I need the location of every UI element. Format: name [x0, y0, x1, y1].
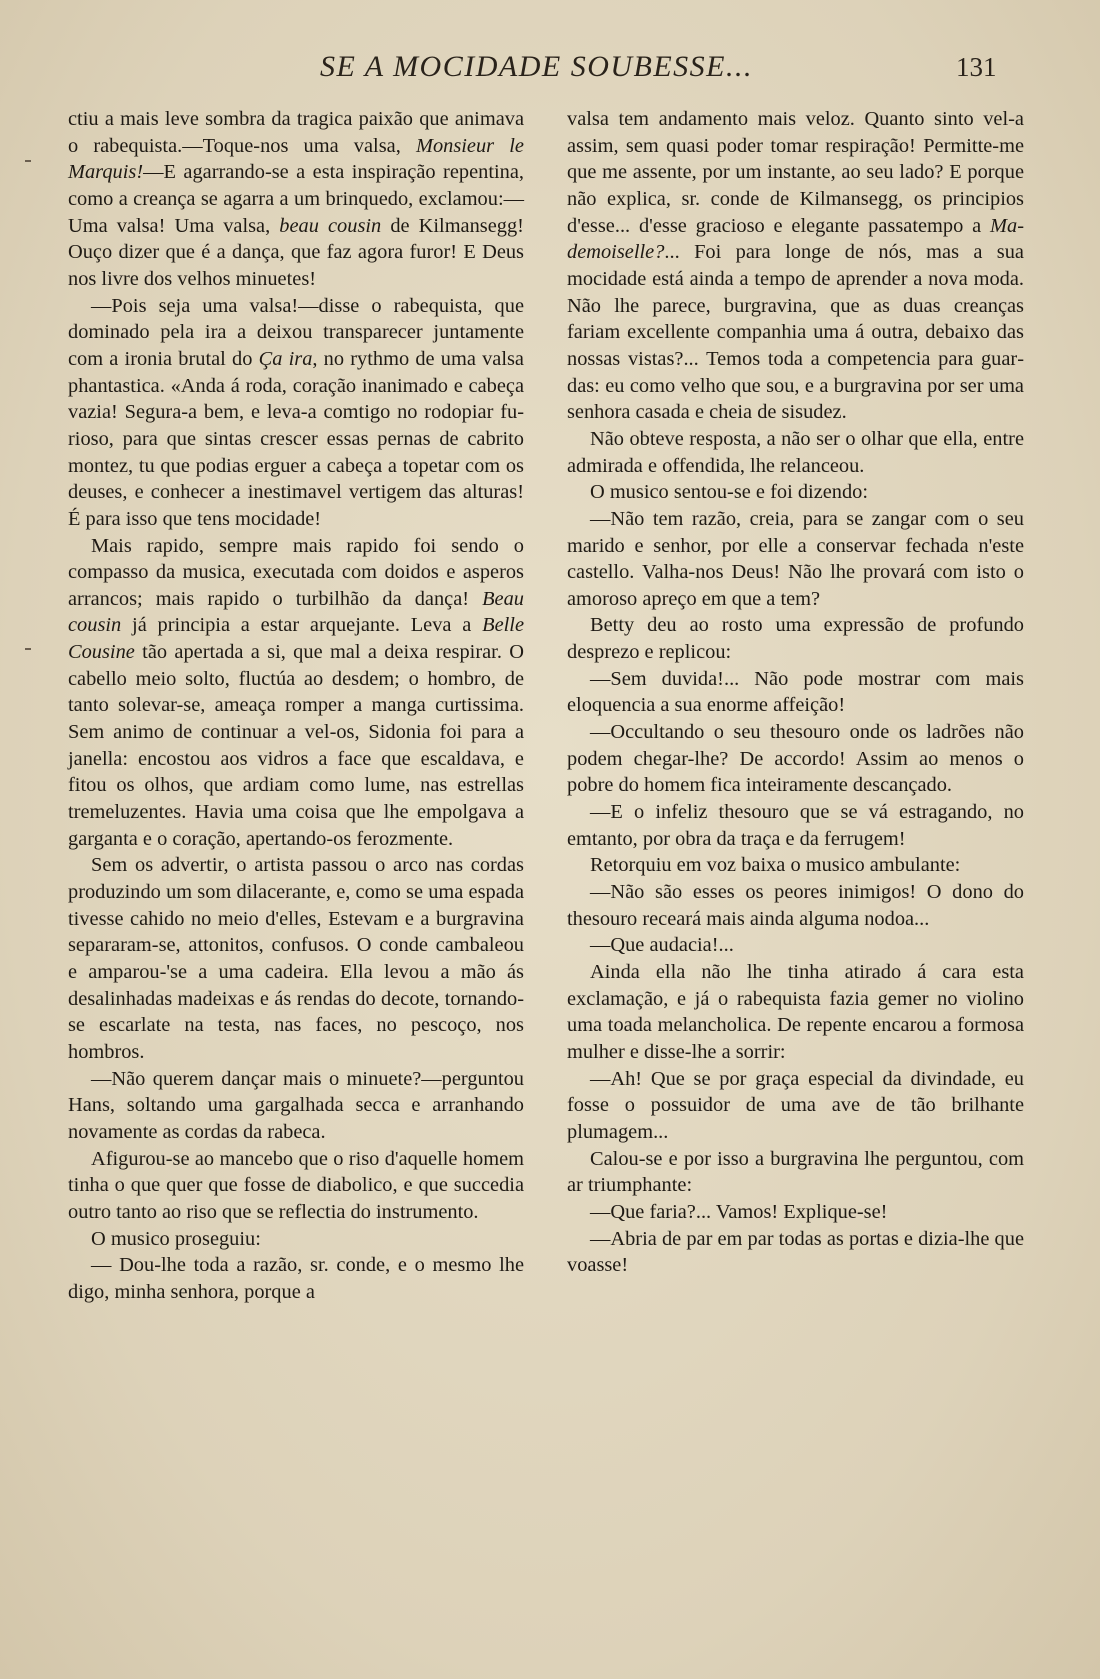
running-title: SE A MOCIDADE SOUBESSE... — [320, 50, 754, 83]
paragraph: ctiu a mais leve sombra da tragica paixão que animava o rabequista.—Toque-nos uma valsa, Monsieur le Marquis!—E agarrando-se a esta inspiração repentina, como a creança se agarra a um brinquedo, exclamou:—Uma valsa! Uma valsa, beau cousin de Kilmansegg! Ouço dizer que é a dança, que faz agora furor! E Deus nos livre dos velhos minuetes! — [68, 108, 524, 290]
paragraph: Não obteve resposta, a não ser o olhar que ella, entre admirada e offendida, lhe relanceou. — [567, 427, 1024, 477]
paragraph: —Não querem dançar mais o minuete?—perguntou Hans, soltando uma gargalhada secca e arranhando novamente as cordas da rabeca. — [68, 1067, 524, 1143]
paragraph: —Abria de par em par todas as portas e dizia-lhe que voasse! — [567, 1227, 1024, 1277]
paragraph: —Que faria?... Vamos! Explique-se! — [590, 1200, 888, 1223]
page-number: 131 — [956, 52, 997, 82]
paragraph: valsa tem andamento mais veloz. Quanto sinto vel-a assim, sem quasi poder tomar respiração! Permitte-me que me assente, por um instante, ao seu lado? E porque não explica, sr. conde de Kilmansegg, os principios d'esse... d'esse gracioso e elegante passatempo a Mademoiselle?... Foi para longe de nós, mas a sua mocidade está ainda a tempo de aprender a nova moda. Não lhe parece, burgravina, que as duas creanças fariam excellente companhia uma á outra, debaixo das nossas vistas?... Temos toda a competencia para guardas: eu como velho que sou, e a burgravina por ser uma senhora casada e cheia de sisudez. — [567, 108, 1024, 424]
paragraph: —Que audacia!... — [590, 934, 734, 957]
paragraph: Sem os advertir, o artista passou o arco nas cordas produzindo um som dilacerante, e, como se uma espada tivesse cahido no meio d'elles, Estevam e a burgravina separaram-se, attonitos, confusos. O conde cambaleou e amparou-'se a uma cadeira. Ella levou a mão ás desalinhadas madeixas e ás rendas do decote, tornando-se escarlate na testa, nas faces, no pescoço, nos hombros. — [68, 854, 524, 1063]
left-column — [68, 106, 524, 1306]
paragraph: Retorquiu em voz baixa o musico ambulante: — [590, 854, 961, 877]
paragraph: O musico sentou-se e foi dizendo: — [590, 481, 869, 504]
paragraph: —Não são esses os peores inimigos! O dono do thesouro receará mais ainda alguma nodoa... — [567, 881, 1024, 930]
paragraph: —Não tem razão, creia, para se zangar com o seu marido e senhor, por elle a conservar fechada n'este castello. Valha-nos Deus! Não lhe provará com isto o amoroso apreço em que a tem? — [567, 507, 1024, 610]
paragraph: —Pois seja uma valsa!—disse o rabequista, que dominado pela ira a deixou transparecer juntamente com a ironia brutal do Ça ira, no rythmo de uma valsa phantastica. «Anda á roda, coração inanimado e cabeça vazia! Segura-a bem, e leva-a comtigo no rodopiar furioso, para que sintas crescer essas pernas de cabrito montez, tu que podias erguer a cabeça a topetar com os deuses, e conhecer a inestimavel vertigem das alturas! É para isso que tens mocidade! — [68, 294, 524, 530]
paragraph: O musico proseguiu: — [91, 1227, 261, 1250]
paragraph: Betty deu ao rosto uma expressão de profundo desprezo e replicou: — [567, 614, 1024, 664]
paragraph: Afigurou-se ao mancebo que o riso d'aquelle homem tinha o que quer que fosse de diabolico, e que succedia outro tanto ao riso que se reflectia do instrumento. — [68, 1147, 524, 1223]
paragraph: —Sem duvida!... Não pode mostrar com mais eloquencia a sua enorme affeição! — [567, 667, 1024, 717]
paragraph: — Dou-lhe toda a razão, sr. conde, e o mesmo lhe digo, minha senhora, porque a — [68, 1254, 524, 1303]
paragraph: Ainda ella não lhe tinha atirado á cara esta exclamação, e já o rabequista fazia gemer no violino uma toada melancholica. De repente encarou a formosa mulher e disse-lhe a sorrir: — [567, 961, 1024, 1063]
right-column — [567, 106, 1024, 1279]
running-head — [0, 50, 1100, 90]
paragraph: —E o infeliz thesouro que se vá estragando, no emtanto, por obra da traça e da ferrugem! — [567, 801, 1024, 850]
paragraph: Calou-se e por isso a burgravina lhe perguntou, com ar triumphante: — [567, 1147, 1024, 1197]
paragraph: —Occultando o seu thesouro onde os ladrões não podem chegar-lhe? De accordo! Assim ao menos o pobre do homem fica inteiramente descançado. — [567, 721, 1024, 797]
paragraph: —Ah! Que se por graça especial da divindade, eu fosse o possuidor de uma ave de tão brilhante plumagem... — [567, 1067, 1024, 1143]
margin-mark — [25, 160, 31, 162]
margin-mark — [25, 648, 31, 650]
paragraph: Mais rapido, sempre mais rapido foi sendo o compasso da musica, executada com doidos e asperos arrancos; mais rapido o turbilhão da dança! Beau cousin já principia a estar arquejante. Leva a Belle Cousine tão apertada a si, que mal a deixa respirar. O cabello meio solto, fluctúa ao desdem; o hombro, de tanto solevar-se, ameaça romper a manga curtissima. Sem animo de continuar a vel-os, Sidonia foi para a janella: encostou aos vidros a face que escaldava, e fitou os olhos, que ardiam como lume, nas estrellas tremeluzentes. Havia uma coisa que lhe empolgava a garganta e o coração, apertando-os ferozmente. — [68, 534, 524, 850]
